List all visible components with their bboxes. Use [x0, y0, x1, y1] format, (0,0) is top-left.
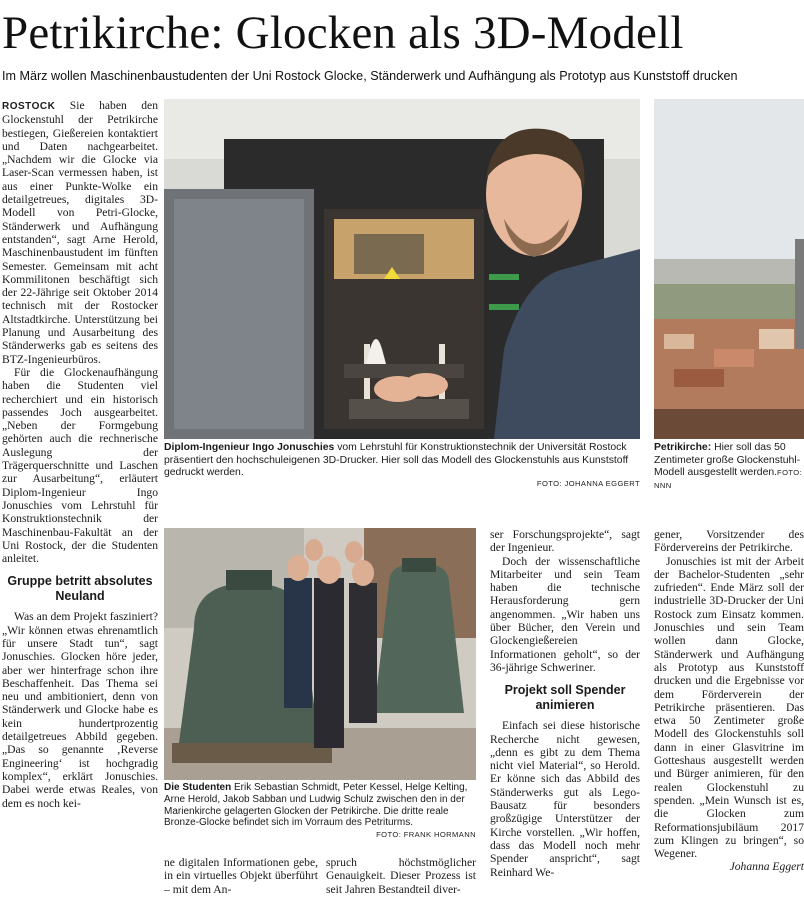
- paragraph: gener, Vorsitzender des Fördervereins der Petrikirche.: [654, 528, 804, 555]
- article-column-1: [2, 99, 158, 899]
- paragraph: spruch höchstmöglicher Genauigkeit. Dieser Prozess ist seit Jahren Bestandteil diver-: [326, 856, 476, 896]
- caption-students: [164, 782, 476, 841]
- article-column-3: [326, 856, 476, 896]
- caption-students-text: Erik Sebastian Schmidt, Peter Kessel, Helge Kelting, Arne Herold, Jakob Sabban und Ludwig Schulz zwischen den in der Marienkirche gelagerten Glocken der Petrikirche. Die dritte reale Bronze-Glocke befindet sich im Vorraum des Petriturms.: [164, 782, 468, 829]
- photo-students-bells: [164, 528, 476, 780]
- church-photo-illustration: [654, 99, 804, 439]
- paragraph: Doch der wissenschaftliche Mitarbeiter und sein Team haben die technische Herausforderung gern angenommen. „Wir haben uns über Bücher, den Verein und Glockengießereien Informationen geholt“, so der 36-jährige Schweriner.: [490, 554, 640, 674]
- article-column-2: [164, 856, 318, 896]
- caption-students-lead: Die Studenten: [164, 782, 232, 793]
- subheadline: Im März wollen Maschinenbaustudenten der Uni Rostock Glocke, Ständerwerk und Aufhängung als Prototyp aus Kunststoff drucken: [2, 69, 738, 83]
- dateline: ROSTOCK: [2, 101, 56, 112]
- paragraph: Jonuschies ist mit der Arbeit der Bachelor-Studenten „sehr zufrieden“. Ende März soll der industrielle 3D-Drucker der Uni Rostock zum Einsatz kommen. Jonuschies und sein Team wollen dann Glocke, Ständerwerk und Aufhängung als Prototyp aus Kunststoff drucken und die Ergebnisse vor dem Förderverein der Petrikirche präsentieren. Das etwa 50 Zentimeter große Modell des Glockenstuhls soll dann in einer Glasvitrine im Gotteshaus ausgestellt werden und Bürger animieren, für den realen Glockenstuhl zu spenden. „Mein Wunsch ist es, die Glocken zum Reformationsjubiläum 2017 zum Klingen zu bringen“, so Wegener.: [654, 554, 804, 861]
- section-subhead: Projekt soll Spender animieren: [504, 683, 626, 713]
- article-column-5: [654, 528, 804, 874]
- paragraph: Einfach sei diese historische Recherche nicht gewesen, „denn es gibt zu dem Thema nicht viel Material“, so Herold. Er könne sich das Abbild des Ständerwerks gut als Lego-Bausatz für besonders großzügige Unterstützer der Kirche vorstellen. „Wir hoffen, dass das Modell noch mehr Spender anspricht“, sagt Reinhard We-: [490, 719, 640, 879]
- section-subhead: Gruppe betritt absolutes Neuland: [7, 574, 153, 604]
- printer-photo-illustration: [164, 99, 640, 439]
- photo-credit: FOTO: NNN: [654, 468, 803, 490]
- caption-main-text: vom Lehrstuhl für Konstruktionstechnik der Universität Rostock präsentiert den hochschuleigenen 3D-Drucker. Hier soll das Modell des Glockenstuhls aus Kunststoff gedruckt werden.: [164, 442, 629, 478]
- caption-church-text: Hier soll das 50 Zentimeter große Glockenstuhl-Modell ausgestellt werden.: [654, 442, 801, 478]
- author-byline: Johanna Eggert: [729, 860, 804, 874]
- caption-church-lead: Petrikirche:: [654, 442, 712, 453]
- caption-main-lead: Diplom-Ingenieur Ingo Jonuschies: [164, 442, 335, 453]
- paragraph: Für die Glockenaufhängung haben die Studenten viel recherchiert und ein historisch passendes Joch ausgearbeitet. „Neben der Formgebung gehörten auch die rechnerische Auslegung der Trägerquerschnitte und Laschen zur Ausarbeitung“, erläutert Diplom-Ingenieur Ingo Jonuschies vom Lehrstuhl für Konstruktionstechnik der Maschinenbau-Fakultät an der Uni Rostock, der die Studenten anleitet.: [2, 365, 158, 566]
- paragraph: Was an dem Projekt fasziniert? „Wir können etwas ehrenamtlich für unsere Stadt tun“, sagt Jonuschies. Glocken höre jeder, aber wer hinterfrage schon ihre Beschaffenheit. Das Thema sei neu und ambitioniert, denn von Ständerwerk und Glocke habe es kein hundertprozentig detailgetreues Abbild gegeben. „Das so genannte ‚Reverse Engineering‘ ist hochgradig komplex“, erklärt Jonuschies. Dabei werde etwas Reales, von dem es noch kei-: [2, 610, 158, 810]
- photo-petrikirche-view: [654, 99, 804, 439]
- paragraph: ne digitalen Informationen gebe, in ein virtuelles Objekt überführt – mit dem An-: [164, 856, 318, 896]
- paragraph: ROSTOCK Sie haben den Glockenstuhl der Petrikirche bestiegen, Gießereien kontaktiert und Daten nachgearbeitet. „Nachdem wir die Glocke via Laser-Scan vermessen haben, ist aus einer Punkte-Wolke ein detailgetreues, digitales 3D-Modell von Petri-Glocke, Ständerwerk und Aufhängung entstanden“, sagt Arne Herold, Maschinenbaustudent im fünften Semester. Gemeinsam mit acht Kommilitonen beschäftigt sich der 22-Jährige seit Oktober 2014 technisch mit der Rostocker Altstadtkirche. Unterstützung bei Planung und Ausarbeitung des Ständerwerks gab es seitens des BTZ-Ingenieurbüros.: [2, 99, 158, 366]
- article-column-4: [490, 528, 640, 879]
- caption-main: [164, 442, 640, 490]
- photo-3d-printer: [164, 99, 640, 439]
- headline: Petrikirche: Glocken als 3D-Modell: [2, 7, 684, 59]
- photo-credit: FOTO: FRANK HORMANN: [376, 830, 476, 840]
- paragraph: ser Forschungsprojekte“, sagt der Ingenieur.: [490, 528, 640, 555]
- photo-credit: FOTO: JOHANNA EGGERT: [536, 478, 640, 488]
- caption-church: [654, 442, 804, 492]
- students-photo-illustration: [164, 528, 476, 780]
